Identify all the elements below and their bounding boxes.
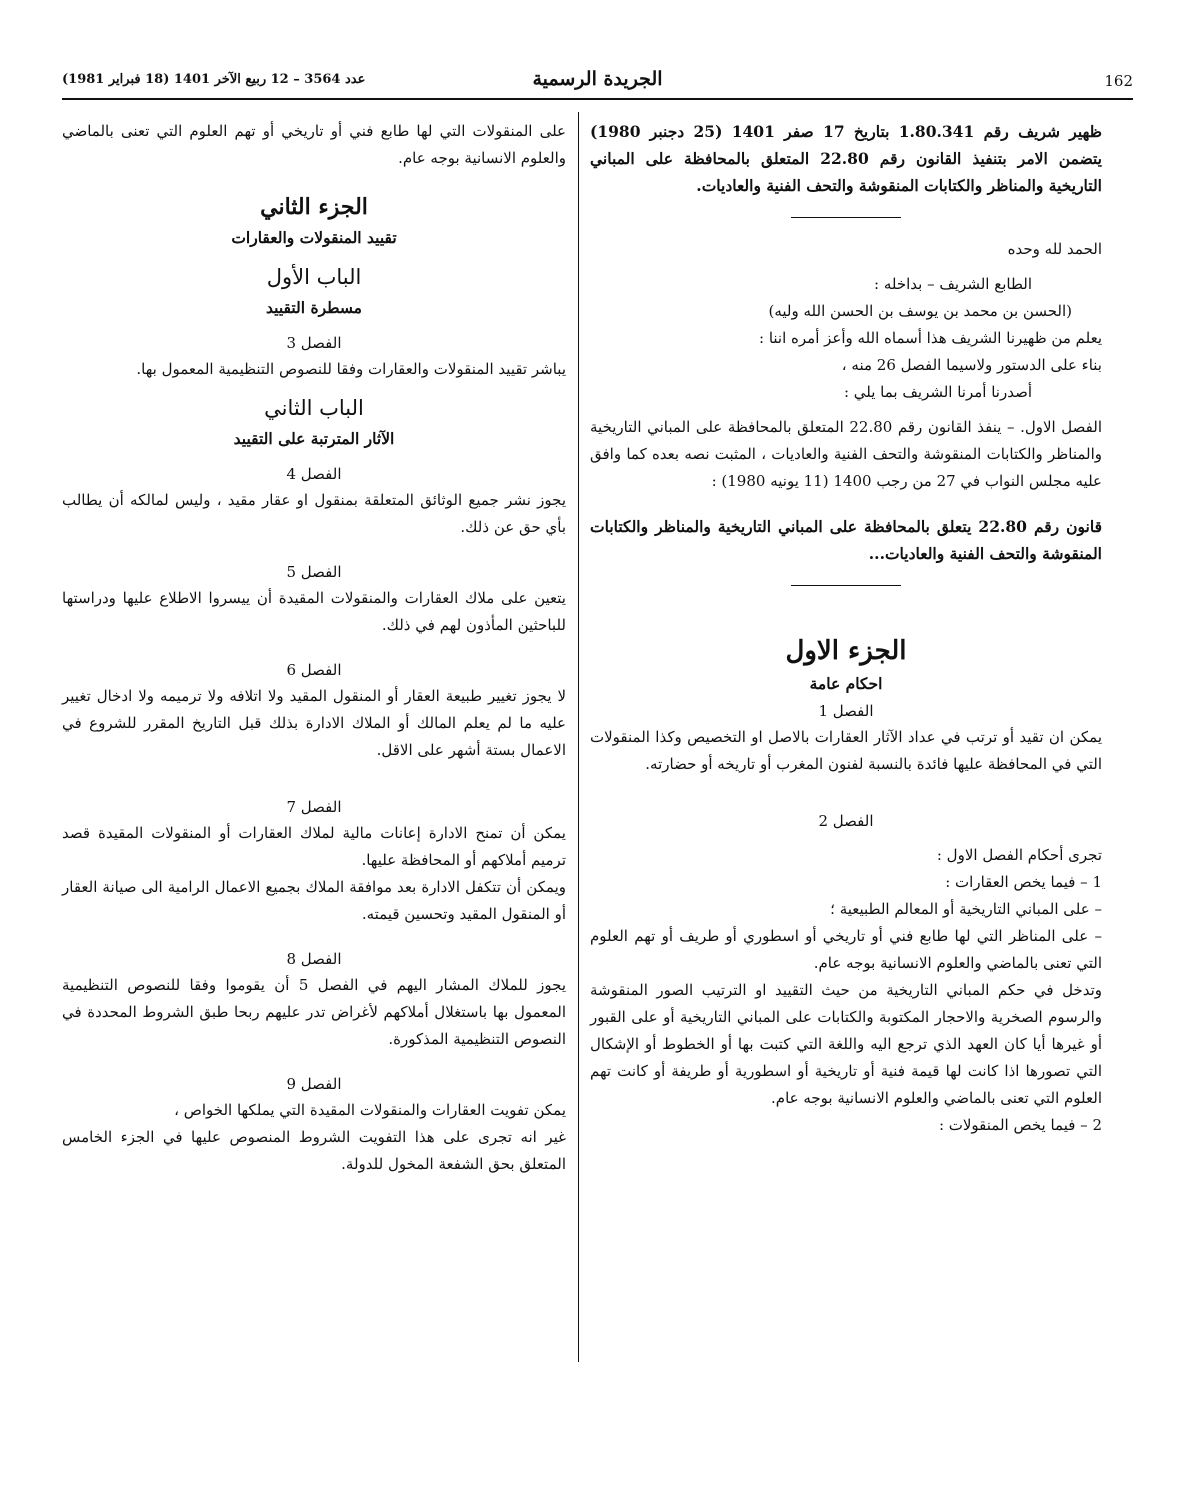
article-2-item-1b: – على المناظر التي لها طابع فني أو تاريخي أو اسطوري أو طريف أو تهم العلوم التي تعنى بالماضي والعلوم الانسانية بوجه عام. [590,927,1102,972]
article-1-label: الفصل 1 [818,702,874,720]
page-header [62,68,1133,96]
header-rule [62,98,1133,100]
seal-line: الطابع الشريف – بداخله : [874,275,1032,293]
article-3-text: يباشر تقييد المنقولات والعقارات وفقا للنصوص التنظيمية المعمول بها. [136,360,566,378]
article-2-item-1: 1 – فيما يخص العقارات : [945,873,1102,891]
article-8-text: يجوز للملاك المشار اليهم في الفصل 5 أن يقوموا وفقا للنصوص التنظيمية المعمول بها باستغلال أملاكهم لأغراض تدر عليهم ربحا طبق الشروط المحددة في النصوص التنظيمية المذكورة. [62,976,566,1048]
article-2-intro: تجرى أحكام الفصل الاول : [936,846,1102,864]
article-5-label: الفصل 5 [286,563,342,581]
article-6-label: الفصل 6 [286,661,342,679]
article-2-paragraph: وتدخل في حكم المباني التاريخية من حيث التقييد او الترتيب الصور المنقوشة والرسوم الصخرية والاحجار المكتوبة والكتابات على المباني التاريخية أو على القبور أو غيرها أيا كان العهد الذي ترجع اليه واللغة التي كتبت بها أو الخطوط أو الإشكال التي تصورها اذا كانت لها قيمة فنية أو تاريخية أو اسطورية أو طريفة أو كانت تهم العلوم التي تعنى بالماضي والعلوم الانسانية بوجه عام. [590,981,1102,1107]
left-column [62,118,566,1178]
article-3-label: الفصل 3 [286,334,342,352]
part-one-subtitle: احكام عامة [809,674,883,693]
part-two-title: الجزء الثاني [260,194,368,220]
article-9-text-2: غير انه تجرى على هذا التفويت الشروط المنصوص عليها في الجزء الخامس المتعلق بحق الشفعة المخول للدولة. [62,1128,566,1173]
article-7-text-2: ويمكن أن تتكفل الادارة بعد موافقة الملاك بجميع الاعمال الرامية الى صيانة العقار أو المنقول المقيد وتحسين قيمته. [62,878,566,923]
article-6-text: لا يجوز تغيير طبيعة العقار أو المنقول المقيد ولا اتلافه ولا ترميمه ولا ادخال تغيير عليه ما لم يعلم المالك أو الملاك الادارة بذلك قبل التاريخ المقرر للشروع في الاعمال بستة أشهر على الاقل. [62,687,566,759]
king-name: (الحسن بن محمد بن يوسف بن الحسن الله وليه) [768,302,1072,320]
right-column [590,118,1102,1139]
article-9-text-1: يمكن تفويت العقارات والمنقولات المقيدة التي يملكها الخواص ، [174,1101,566,1119]
column-divider [578,112,579,1362]
continuation-text: على المنقولات التي لها طابع فني أو تاريخي أو تهم العلوم التي تعنى بالماضي والعلوم الانسانية بوجه عام. [62,122,566,167]
article-1-text: يمكن ان تقيد أو ترتب في عداد الآثار العقارات بالاصل او التخصيص وكذا المنقولات التي في المحافظة عليها فائدة بالنسبة لفنون المغرب أو تاريخه أو حضارته. [590,728,1102,773]
intro-line: يعلم من ظهيرنا الشريف هذا أسماه الله وأعز أمره اننا : [759,329,1102,347]
book-two-subtitle: الآثار المترتبة على التقييد [233,429,395,448]
praise-line: الحمد لله وحده [1007,240,1102,258]
article-4-label: الفصل 4 [286,465,342,483]
article-8-label: الفصل 8 [286,950,342,968]
article-first: الفصل الاول. – ينفذ القانون رقم 22.80 المتعلق بالمحافظة على المباني التاريخية والمناظر والكتابات المنقوشة والتحف الفنية والعاديات ، المثبت نصه بعده كما وافق عليه مجلس النواب في 27 من رجب 1400 (11 يونيه 1980) : [590,418,1102,490]
article-7-text-1: يمكن أن تمنح الادارة إعانات مالية لملاك العقارات أو المنقولات المقيدة قصد ترميم أملاكهم أو المحافظة عليها. [62,824,566,869]
journal-title: الجريدة الرسمية [532,68,663,90]
part-two-subtitle: تقييد المنقولات والعقارات [231,228,397,247]
law-title: قانون رقم 22.80 يتعلق بالمحافظة على المباني التاريخية والمناظر والكتابات المنقوشة والتحف الفنية والعاديات... [590,517,1102,563]
article-4-text: يجوز نشر جميع الوثائق المتعلقة بمنقول او عقار مقيد ، وليس لمالكه أن يطالب بأي حق عن ذلك. [62,491,566,536]
book-two-title: الباب الثاني [264,396,364,420]
article-2-item-1a: – على المباني التاريخية أو المعالم الطبيعية ؛ [830,900,1102,918]
part-one-title: الجزء الاول [785,636,907,666]
decision-line: أصدرنا أمرنا الشريف بما يلي : [843,383,1032,401]
article-7-label: الفصل 7 [286,798,342,816]
dahir-title: ظهير شريف رقم 1.80.341 بتاريخ 17 صفر 1401 (25 دجنبر 1980) يتضمن الامر بتنفيذ القانون رقم 22.80 المتعلق بالمحافظة على المباني التاريخية والمناظر والكتابات المنقوشة والتحف الفنية والعاديات. [590,122,1103,195]
article-5-text: يتعين على ملاك العقارات والمنقولات المقيدة أن ييسروا الاطلاع عليها ودراستها للباحثين المأذون لهم في ذلك. [62,589,566,634]
article-9-label: الفصل 9 [286,1075,342,1093]
constitution-line: بناء على الدستور ولاسيما الفصل 26 منه ، [841,356,1102,374]
article-2-label: الفصل 2 [818,812,874,830]
page-number: 162 [1104,72,1133,90]
issue-info: عدد 3564 – 12 ربيع الآخر 1401 (18 فبراير 1981) [62,72,366,87]
article-2-item-2: 2 – فيما يخص المنقولات : [938,1116,1102,1134]
book-one-title: الباب الأول [266,265,362,289]
book-one-subtitle: مسطرة التقييد [266,298,362,317]
